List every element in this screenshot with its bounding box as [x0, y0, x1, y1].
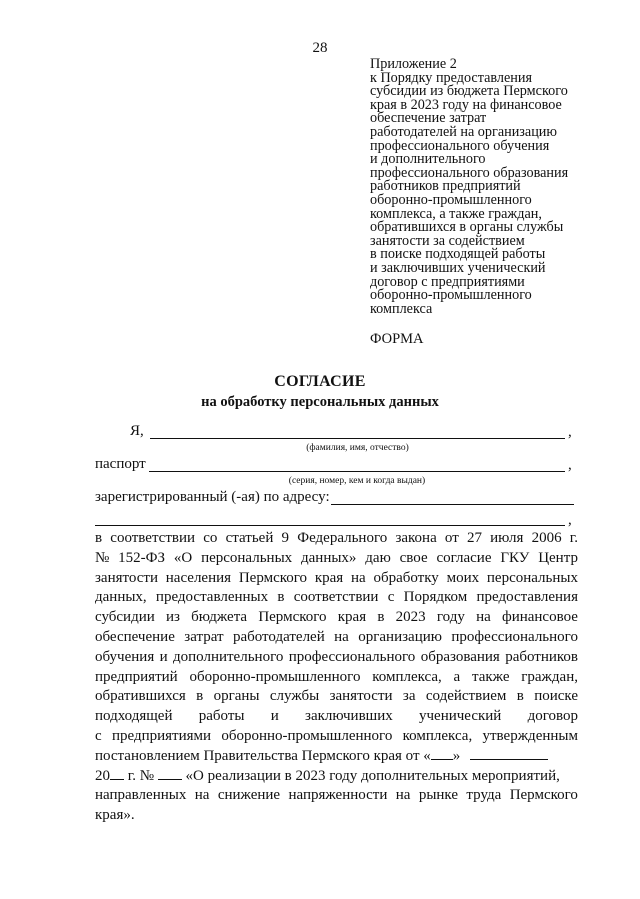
- word: на: [350, 569, 366, 586]
- word: занятости: [329, 688, 393, 705]
- word: труда: [466, 787, 502, 804]
- address-label: зарегистрированный (-ая) по адресу:: [95, 489, 330, 505]
- appendix-line: занятости за содействием: [370, 232, 525, 249]
- word: июля: [490, 530, 524, 546]
- word: на: [194, 787, 210, 804]
- decree-number-line: [95, 767, 578, 787]
- consent-body: [95, 529, 578, 826]
- body-line: [95, 608, 578, 628]
- word: также: [471, 668, 510, 685]
- body-line: [95, 648, 578, 668]
- word: работников: [505, 648, 578, 665]
- word: статьей: [225, 530, 274, 546]
- body-line: [95, 588, 578, 608]
- appendix-line: обеспечение затрат: [370, 110, 487, 127]
- word: 2006: [531, 530, 562, 546]
- word: утвержденным: [482, 727, 578, 744]
- appendix-line: профессионального образования: [370, 164, 569, 181]
- word: в: [277, 589, 285, 606]
- decree-prefix: постановлением Правительства Пермского края от «: [95, 747, 431, 764]
- word: комплекса,: [402, 727, 473, 744]
- word: снижение: [217, 787, 281, 804]
- name-hint: (фамилия, имя, отчество): [306, 443, 409, 453]
- appendix-line: комплекса: [370, 300, 433, 317]
- name-label: Я,: [130, 423, 144, 439]
- word: занятости: [95, 569, 158, 586]
- word: на: [334, 628, 349, 645]
- word: оборонно-промышленного: [189, 668, 361, 685]
- word: предприятий: [95, 668, 178, 685]
- word: 152-ФЗ: [118, 549, 166, 566]
- word: службы: [269, 688, 320, 705]
- word: предоставленных: [155, 589, 269, 606]
- word: 9: [281, 530, 290, 546]
- word: на: [395, 787, 411, 804]
- appendix-line: к Порядку предоставления: [370, 69, 532, 86]
- word: 2023: [395, 609, 426, 626]
- appendix-line: обратившихся в органы службы: [370, 219, 564, 236]
- body-line: [95, 786, 578, 806]
- word: подходящей: [95, 708, 173, 725]
- word: органы: [213, 688, 260, 705]
- word: и: [159, 648, 168, 665]
- word: напряженности: [288, 787, 388, 804]
- appendix-line: и дополнительного: [370, 151, 486, 168]
- word: согласие: [436, 549, 492, 566]
- word: содействием: [425, 688, 507, 705]
- decree-month-field[interactable]: [470, 747, 548, 760]
- address-field-line2[interactable]: [95, 525, 565, 526]
- word: Порядком: [403, 589, 468, 606]
- word: г.: [569, 530, 578, 546]
- word: из: [165, 609, 180, 626]
- word: договор: [527, 708, 578, 725]
- word: предприятиями: [111, 727, 212, 744]
- decree-title: «О реализации в 2023 году дополнительных мероприятий,: [185, 767, 560, 784]
- word: поиске: [534, 688, 578, 705]
- passport-hint: (серия, номер, кем и когда выдан): [288, 476, 426, 486]
- word: бюджета: [191, 609, 248, 626]
- word: данных,: [95, 589, 147, 606]
- word: 27: [466, 530, 482, 546]
- word: населения: [165, 569, 232, 586]
- word: а: [453, 668, 461, 685]
- word: персональных: [201, 549, 293, 566]
- word: году: [436, 609, 465, 626]
- body-line: [95, 727, 578, 747]
- word: ученический: [419, 708, 502, 725]
- word: организацию: [358, 628, 442, 645]
- word: затрат: [184, 628, 224, 645]
- word: Федерального: [297, 530, 388, 546]
- appendix-line: края в 2023 году на финансовое: [370, 96, 562, 113]
- form-label: ФОРМА: [370, 331, 424, 347]
- appendix-line: работодателей на организацию: [370, 123, 557, 140]
- word: обучения: [95, 648, 155, 665]
- appendix-block: [370, 58, 632, 316]
- appendix-line: Приложение 2: [370, 56, 457, 72]
- body-line: [95, 707, 578, 727]
- document-title: СОГЛАСИЕ: [274, 373, 366, 390]
- decree-year-field[interactable]: [110, 767, 124, 780]
- word: Пермского: [258, 609, 327, 626]
- address-field-line1[interactable]: [331, 504, 574, 505]
- body-line: [95, 628, 578, 648]
- decree-day-field[interactable]: [431, 747, 453, 760]
- word: работы: [198, 708, 245, 725]
- word: в: [377, 609, 385, 626]
- body-line: [95, 668, 578, 688]
- word: граждан,: [521, 668, 578, 685]
- word: комплекса,: [372, 668, 442, 685]
- word: рынке: [418, 787, 459, 804]
- passport-comma: ,: [568, 457, 572, 473]
- body-line: [95, 569, 578, 589]
- word: обработку: [373, 569, 439, 586]
- word: закона: [395, 530, 437, 546]
- word: персональных: [486, 569, 578, 586]
- word: в: [516, 688, 524, 705]
- word: края: [314, 569, 344, 586]
- body-line: края».: [95, 807, 135, 824]
- word: профессионального: [288, 648, 416, 665]
- word: обеспечение: [95, 628, 175, 645]
- appendix-line: комплекса, а также граждан,: [370, 205, 542, 222]
- word: образования: [420, 648, 500, 665]
- word: обратившихся: [95, 688, 186, 705]
- word: №: [95, 549, 110, 566]
- word: финансовое: [501, 609, 578, 626]
- name-field[interactable]: [150, 438, 565, 439]
- body-line: [95, 549, 578, 569]
- year-prefix: 20: [95, 767, 110, 784]
- word: в: [95, 530, 103, 546]
- address-comma: ,: [568, 512, 572, 528]
- appendix-line: в поиске подходящей работы: [370, 246, 546, 263]
- word: соответствии: [293, 589, 379, 606]
- decree-number-field[interactable]: [158, 767, 182, 780]
- decree-mid: »: [452, 747, 461, 764]
- word: заключивших: [305, 708, 393, 725]
- word: свое: [399, 549, 428, 566]
- body-line: [95, 529, 578, 549]
- word: соответствии: [110, 530, 196, 546]
- word: со: [203, 530, 218, 546]
- word: и: [270, 708, 279, 725]
- passport-label: паспорт: [95, 456, 146, 472]
- word: субсидии: [95, 609, 155, 626]
- word: от: [444, 530, 459, 546]
- decree-date-line: [95, 747, 578, 767]
- word: с: [387, 589, 395, 606]
- word: дополнительного: [173, 648, 284, 665]
- word: направленных: [95, 787, 187, 804]
- word: предоставления: [476, 589, 578, 606]
- year-suffix: г. №: [124, 767, 155, 784]
- word: даю: [365, 549, 391, 566]
- word: с: [95, 727, 102, 744]
- word: моих: [446, 569, 480, 586]
- passport-field[interactable]: [149, 471, 565, 472]
- word: в: [196, 688, 204, 705]
- word: края: [337, 609, 367, 626]
- word: Пермского: [238, 569, 308, 586]
- word: работодателей: [232, 628, 325, 645]
- appendix-line: и заключивших ученический: [370, 259, 546, 276]
- appendix-line: договор с предприятиями: [370, 273, 525, 290]
- appendix-line: субсидии из бюджета Пермского: [370, 83, 568, 100]
- word: Пермского: [509, 787, 578, 804]
- word: Центр: [538, 549, 578, 566]
- word: оборонно-промышленного: [221, 727, 393, 744]
- word: «О: [173, 549, 193, 566]
- appendix-line: работников предприятий: [370, 178, 521, 195]
- word: за: [402, 688, 416, 705]
- body-line: [95, 687, 578, 707]
- document-subtitle: на обработку персональных данных: [201, 394, 439, 410]
- name-comma: ,: [568, 424, 572, 440]
- word: профессионального: [451, 628, 578, 645]
- appendix-line: оборонно-промышленного: [370, 191, 532, 208]
- page-number: 28: [312, 40, 328, 56]
- word: данных»: [301, 549, 357, 566]
- appendix-line: оборонно-промышленного: [370, 287, 532, 304]
- appendix-line: профессионального обучения: [370, 137, 550, 154]
- word: ГКУ: [500, 549, 530, 566]
- word: на: [476, 609, 491, 626]
